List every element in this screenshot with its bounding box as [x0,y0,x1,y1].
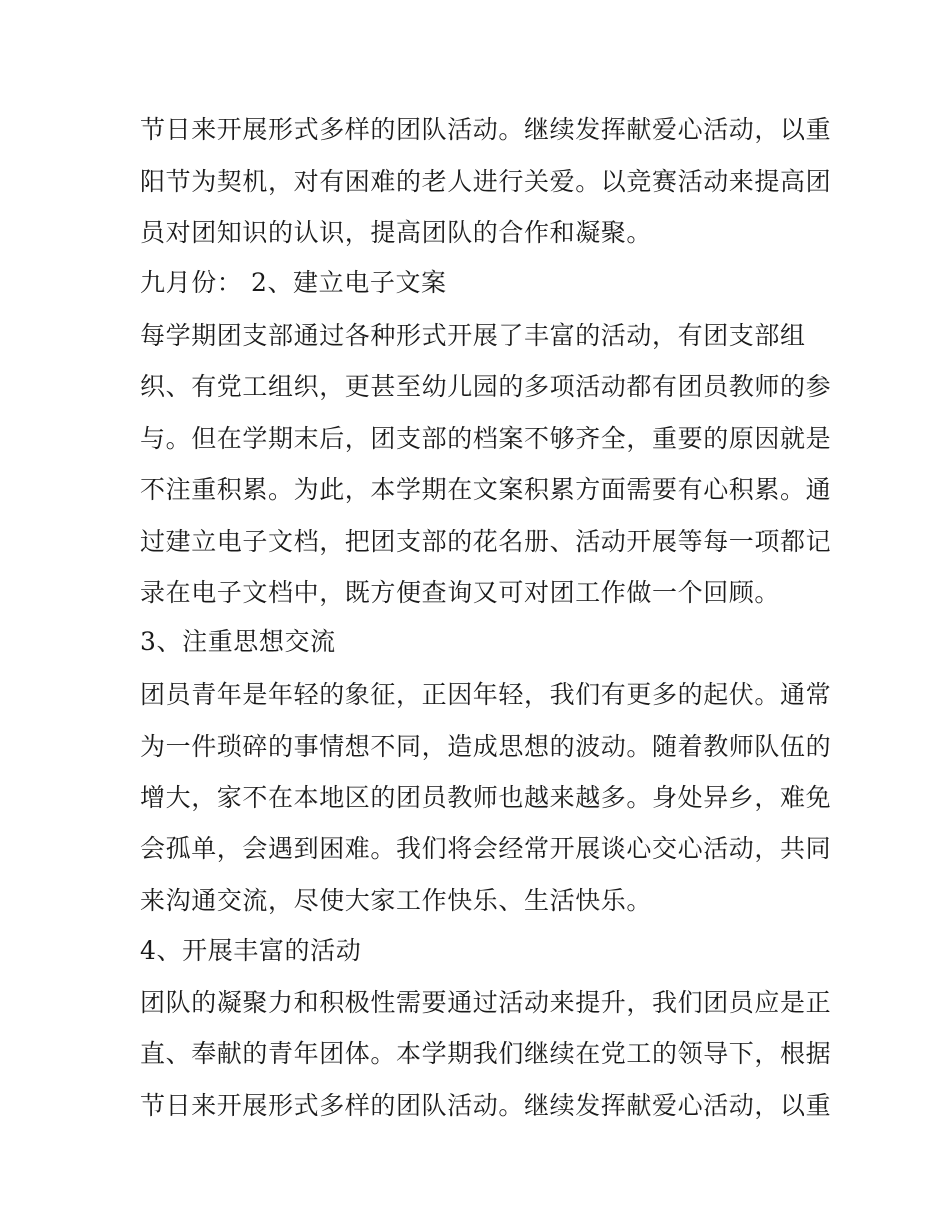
section-heading: 九月份： 2、建立电子文案 [140,268,447,297]
section-heading: 3、注重思想交流 [140,627,336,656]
text-line: 团员青年是年轻的象征，正因年轻，我们有更多的起伏。通常 [140,680,832,709]
text-line: 增大，家不在本地区的团员教师也越来越多。身处异乡，难免 [140,783,832,812]
text-line: 录在电子文档中，既方便查询又可对团工作做一个回顾。 [140,578,781,607]
text-line: 织、有党工组织，更甚至幼儿园的多项活动都有团员教师的参 [140,372,832,401]
text-line: 直、奉献的青年团体。本学期我们继续在党工的领导下，根据 [140,1039,832,1068]
section-heading: 4、开展丰富的活动 [140,936,362,965]
text-line: 不注重积累。为此，本学期在文案积累方面需要有心积累。通 [140,475,832,504]
text-line: 为一件琐碎的事情想不同，造成思想的波动。随着教师队伍的 [140,732,832,761]
text-line: 过建立电子文档，把团支部的花名册、活动开展等每一项都记 [140,527,832,556]
text-line: 与。但在学期末后，团支部的档案不够齐全，重要的原因就是 [140,424,832,453]
text-line: 节日来开展形式多样的团队活动。继续发挥献爱心活动，以重 [140,115,832,144]
text-line: 节日来开展形式多样的团队活动。继续发挥献爱心活动，以重 [140,1091,832,1120]
text-line: 阳节为契机，对有困难的老人进行关爱。以竞赛活动来提高团 [140,167,832,196]
text-line: 每学期团支部通过各种形式开展了丰富的活动，有团支部组 [140,321,806,350]
text-line: 会孤单，会遇到困难。我们将会经常开展谈心交心活动，共同 [140,834,832,863]
text-line: 员对团知识的认识，提高团队的合作和凝聚。 [140,218,653,247]
text-line: 来沟通交流，尽使大家工作快乐、生活快乐。 [140,886,653,915]
text-line: 团队的凝聚力和积极性需要通过活动来提升，我们团员应是正 [140,988,832,1017]
